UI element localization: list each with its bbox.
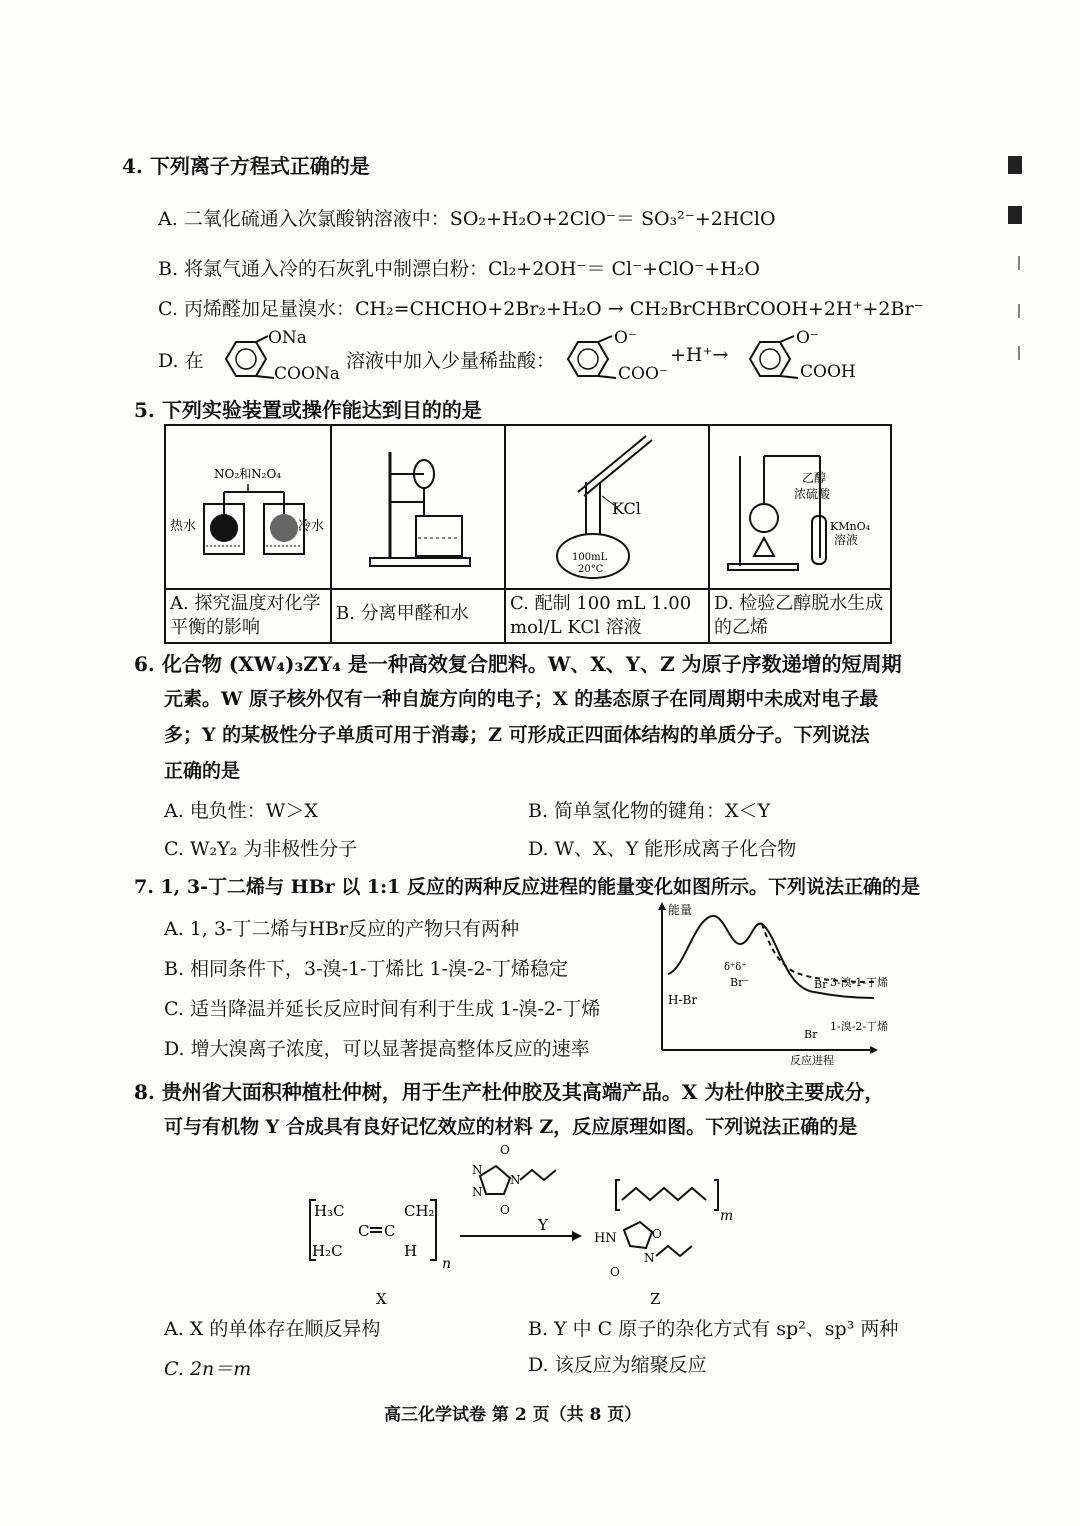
q4-d-o2: O⁻ [796,328,819,348]
svg-text:溶液: 溶液 [834,533,859,547]
svg-text:O: O [610,1265,620,1279]
svg-text:H₃C: H₃C [314,1202,345,1220]
svg-text:20°C: 20°C [578,564,604,575]
graph-intermediate: δ⁺δ⁺ [724,962,747,973]
svg-text:N: N [644,1251,655,1265]
svg-text:浓硫酸: 浓硫酸 [794,487,831,501]
binding-mark [1008,206,1022,224]
q4-stem: 4. 下列离子方程式正确的是 [122,154,370,178]
q5-cell-d-figure [709,425,891,589]
graph-br-1: Br [814,978,828,991]
svg-text:KMnO₄: KMnO₄ [830,520,870,533]
q6-option-c: C. W₂Y₂ 为非极性分子 [164,838,358,860]
volumetric-flask-icon [506,426,708,584]
svg-text:KCl: KCl [612,499,641,518]
svg-text:m: m [720,1208,734,1224]
graph-br-2: Br [804,1028,818,1041]
q4-d-coona: COONa [274,364,340,384]
svg-text:N: N [510,1173,521,1187]
q7-option-c: C. 适当降温并延长反应时间有利于生成 1-溴-2-丁烯 [164,998,601,1020]
svg-text:Y: Y [538,1216,548,1234]
ethylene-test-apparatus-icon [710,426,890,584]
svg-text:O: O [652,1227,662,1241]
q6-line-4: 正确的是 [164,760,241,782]
q6-option-a: A. 电负性：W＞X [164,800,318,822]
svg-text:C: C [358,1222,370,1240]
q4-d-coo: COO⁻ [618,364,668,384]
svg-text:N: N [472,1185,483,1199]
q4-d-o1: O⁻ [614,328,637,348]
graph-reactant: H-Br [668,993,698,1007]
svg-text:X: X [376,1290,387,1308]
binding-tick [1018,346,1020,360]
benzene-ring-icon [560,334,622,384]
binding-tick [1018,256,1020,270]
q8-option-d: D. 该反应为缩聚反应 [528,1354,707,1376]
q6-line-2: 元素。W 原子核外仅有一种自旋方向的电子；X 的基态原子在同周期中未成对电子最 [164,688,879,710]
q5-caption-c: C. 配制 100 mL 1.00 mol/L KCl 溶液 [510,593,692,638]
q4-option-d-mid: 溶液中加入少量稀盐酸： [346,350,556,372]
q5-cell-b-figure [331,425,505,589]
q6-option-d: D. W、X、Y 能形成离子化合物 [528,838,797,860]
q8-option-b: B. Y 中 C 原子的杂化方式有 sp²、sp³ 两种 [528,1318,899,1340]
svg-text:乙醇: 乙醇 [802,471,827,485]
reaction-scheme [300,1140,760,1310]
q7-option-a: A. 1, 3-丁二烯与HBr反应的产物只有两种 [164,918,520,940]
q4-d-plus: +H⁺→ [670,344,729,366]
svg-text:C: C [384,1222,396,1240]
q7-option-d: D. 增大溴离子浓度，可以显著提高整体反应的速率 [164,1038,590,1060]
page-footer: 高三化学试卷 第 2 页（共 8 页） [384,1405,642,1425]
svg-text:热水: 热水 [170,519,197,534]
q8-line-2: 可与有机物 Y 合成具有良好记忆效应的材料 Z，反应原理如图。下列说法正确的是 [164,1116,858,1138]
svg-text:O: O [500,1203,510,1217]
q7-stem: 7. 1, 3-丁二烯与 HBr 以 1:1 反应的两种反应进程的能量变化如图所示。下列说法正确的是 [134,876,920,898]
graph-product-2: 1-溴-2-丁烯 [830,1020,889,1033]
q5-caption-b: B. 分离甲醛和水 [336,603,469,624]
q6-line-3: 多；Y 的某极性分子单质可用于消毒；Z 可形成正四面体结构的单质分子。下列说法 [164,724,870,746]
svg-text:O: O [500,1143,510,1157]
binding-mark [1008,156,1022,174]
svg-text:100mL: 100mL [572,552,608,563]
q4-option-d-prefix: D. 在 [158,350,204,372]
svg-text:H₂C: H₂C [312,1242,343,1260]
svg-text:HN: HN [594,1231,617,1246]
svg-text:N: N [472,1163,483,1177]
q4-d-cooh: COOH [800,362,856,382]
svg-text:冷水: 冷水 [298,519,325,534]
q8-option-c: C. 2n＝m [164,1358,252,1380]
svg-text:H: H [404,1242,418,1260]
q4-option-b: B. 将氯气通入冷的石灰乳中制漂白粉：Cl₂+2OH⁻＝ Cl⁻+ClO⁻+H₂O [158,258,760,280]
svg-text:NO₂和N₂O₄: NO₂和N₂O₄ [214,467,282,481]
q7-option-b: B. 相同条件下，3-溴-1-丁烯比 1-溴-2-丁烯稳定 [164,958,568,980]
q5-cell-a-figure [165,425,331,589]
q4-d-ona: ONa [268,328,307,348]
graph-bromide: Br⁻ [730,976,750,989]
graph-xlabel: 反应进程 [790,1054,834,1067]
q4-option-a: A. 二氧化硫通入次氯酸钠溶液中：SO₂+H₂O+2ClO⁻＝ SO₃²⁻+2HClO [158,208,776,230]
q4-option-c: C. 丙烯醛加足量溴水：CH₂=CHCHO+2Br₂+H₂O → CH₂BrCHBrCOOH+2H⁺+2Br⁻ [158,298,924,320]
svg-text:Z: Z [650,1290,661,1308]
benzene-ring-icon [742,334,804,384]
q5-apparatus-table [164,424,892,644]
equilibrium-apparatus-icon [166,426,330,584]
q5-stem: 5. 下列实验装置或操作能达到目的的是 [134,398,482,422]
q5-caption-a: A. 探究温度对化学平衡的影响 [170,593,321,638]
q6-option-b: B. 简单氢化物的键角：X＜Y [528,800,771,822]
q6-line-1: 6. 化合物 (XW₄)₃ZY₄ 是一种高效复合肥料。W、X、Y、Z 为原子序数递增的短周期 [134,652,902,676]
q5-cell-c-figure [505,425,709,589]
q5-caption-d: D. 检验乙醇脱水生成的乙烯 [714,593,884,638]
energy-profile-diagram [654,900,916,1070]
separatory-funnel-icon [332,426,504,584]
graph-product-1: 3-溴-1-丁烯 [830,976,889,989]
svg-text:n: n [442,1256,452,1272]
q8-option-a: A. X 的单体存在顺反异构 [164,1318,381,1340]
svg-text:CH₂: CH₂ [404,1202,435,1220]
q8-line-1: 8. 贵州省大面积种植杜仲树，用于生产杜仲胶及其高端产品。X 为杜仲胶主要成分， [134,1080,885,1104]
graph-ylabel: 能量 [668,903,693,917]
binding-tick [1018,304,1020,318]
